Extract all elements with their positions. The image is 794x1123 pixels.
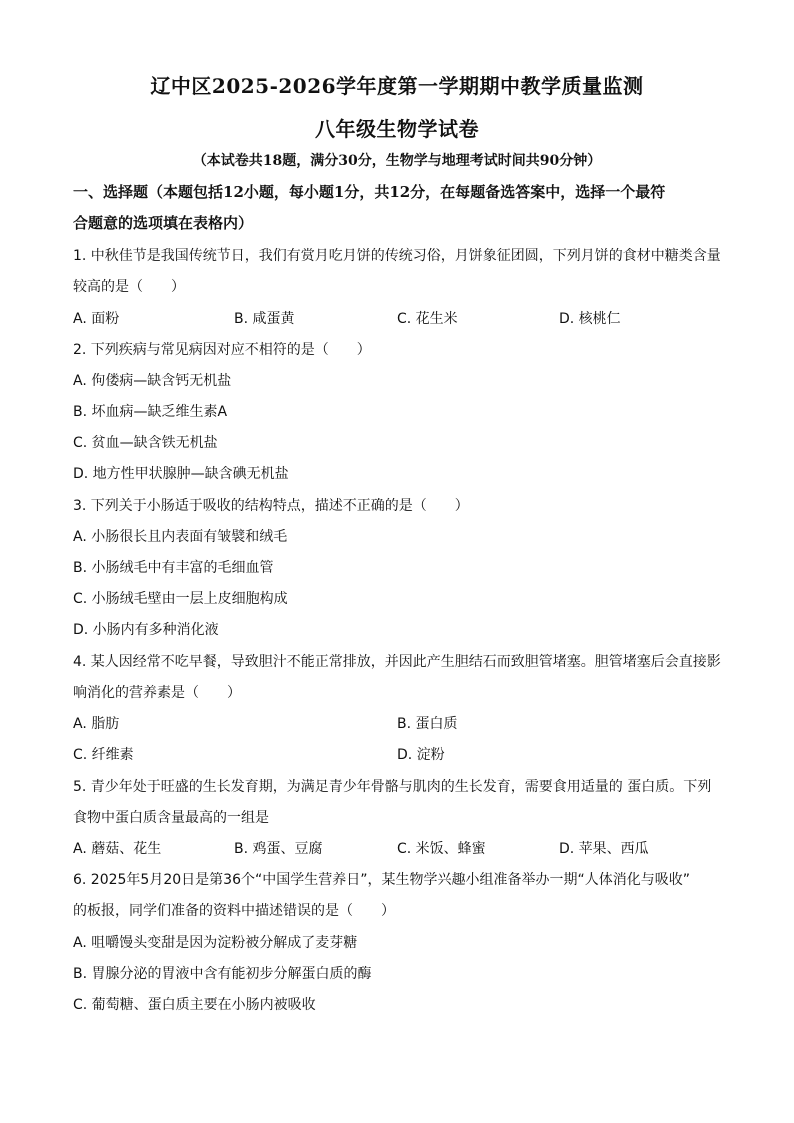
q1-option-d: D. 核桃仁 bbox=[559, 311, 621, 327]
q6-option-a: A. 咀嚼馒头变甜是因为淀粉被分解成了麦芽糖 bbox=[73, 935, 358, 951]
q2-option-c: C. 贫血—缺含铁无机盐 bbox=[73, 435, 218, 451]
q4-option-d: D. 淀粉 bbox=[397, 747, 445, 763]
q5-option-a: A. 蘑菇、花生 bbox=[73, 841, 162, 857]
exam-note: （本试卷共18题，满分30分，生物学与地理考试时间共90分钟） bbox=[192, 153, 602, 169]
q6-option-c: C. 葡萄糖、蛋白质主要在小肠内被吸收 bbox=[73, 997, 316, 1013]
q4-option-a: A. 脂肪 bbox=[73, 716, 120, 732]
q4-option-c: C. 纤维素 bbox=[73, 747, 134, 763]
q3-option-c: C. 小肠绒毛壁由一层上皮细胞构成 bbox=[73, 591, 288, 607]
q3-option-d: D. 小肠内有多种消化液 bbox=[73, 622, 219, 638]
q3-stem: 3. 下列关于小肠适于吸收的结构特点，描述不正确的是（ ） bbox=[73, 498, 469, 514]
q6-option-b: B. 胃腺分泌的胃液中含有能初步分解蛋白质的酶 bbox=[73, 966, 372, 982]
exam-title: 辽中区2025-2026学年度第一学期期中教学质量监测 bbox=[150, 74, 644, 98]
q2-option-a: A. 佝偻病—缺含钙无机盐 bbox=[73, 373, 232, 389]
q5-stem-line1: 5. 青少年处于旺盛的生长发育期，为满足青少年骨骼与肌肉的生长发育，需要食用适量的 蛋白质。下列 bbox=[73, 779, 712, 795]
q3-option-a: A. 小肠很长且内表面有皱襞和绒毛 bbox=[73, 529, 288, 545]
exam-subtitle: 八年级生物学试卷 bbox=[315, 117, 479, 141]
q2-stem: 2. 下列疾病与常见病因对应不相符的是（ ） bbox=[73, 342, 371, 358]
q5-option-c: C. 米饭、蜂蜜 bbox=[397, 841, 486, 857]
q4-stem-line1: 4. 某人因经常不吃早餐，导致胆汁不能正常排放，并因此产生胆结石而致胆管堵塞。胆管堵塞后会直接影 bbox=[73, 654, 721, 670]
q6-stem-line2: 的板报，同学们准备的资料中描述错误的是（ ） bbox=[73, 903, 395, 919]
q5-option-d: D. 苹果、西瓜 bbox=[559, 841, 649, 857]
q1-stem-line2: 较高的是（ ） bbox=[73, 279, 185, 295]
q1-option-b: B. 咸蛋黄 bbox=[234, 311, 295, 327]
q5-stem-line2: 食物中蛋白质含量最高的一组是 bbox=[73, 810, 269, 826]
q2-option-b: B. 坏血病—缺乏维生素A bbox=[73, 404, 228, 420]
section-heading: 一、选择题（本题包括12小题，每小题1分，共12分，在每题备选答案中，选择一个最符 合题意的选项填在表格内） bbox=[73, 183, 666, 232]
q1-option-c: C. 花生米 bbox=[397, 311, 458, 327]
q1-stem-line1: 1. 中秋佳节是我国传统节日，我们有赏月吃月饼的传统习俗，月饼象征团圆，下列月饼的食材中糖类含量 bbox=[73, 248, 721, 264]
q6-stem-line1: 6. 2025年5月20日是第36个“中国学生营养日”，某生物学兴趣小组准备举办一期“人体消化与吸收” bbox=[73, 872, 690, 888]
q3-option-b: B. 小肠绒毛中有丰富的毛细血管 bbox=[73, 560, 274, 576]
q4-option-b: B. 蛋白质 bbox=[397, 716, 458, 732]
q1-option-a: A. 面粉 bbox=[73, 311, 120, 327]
q2-option-d: D. 地方性甲状腺肿—缺含碘无机盐 bbox=[73, 466, 289, 482]
q5-option-b: B. 鸡蛋、豆腐 bbox=[234, 841, 323, 857]
q4-stem-line2: 响消化的营养素是（ ） bbox=[73, 685, 241, 701]
